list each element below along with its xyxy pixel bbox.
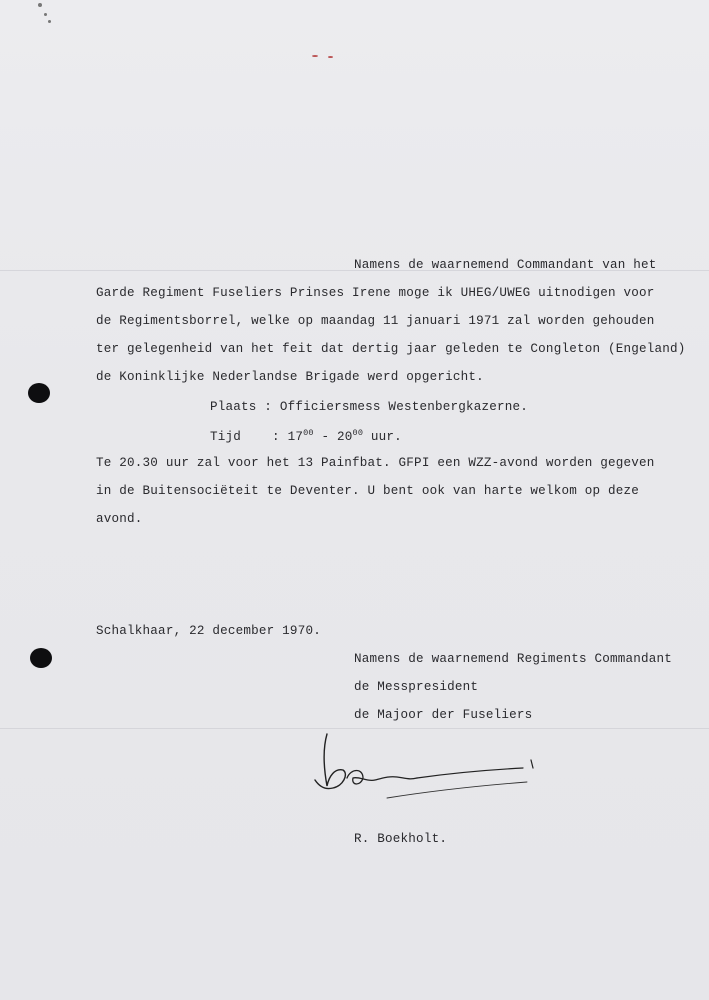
- body-line-2: de Regimentsborrel, welke op maandag 11 januari 1971 zal worden gehouden: [96, 314, 655, 328]
- paper-speck: [44, 13, 47, 16]
- signoff-line-3: de Majoor der Fuseliers: [354, 708, 533, 722]
- paper-speck: [38, 3, 42, 7]
- place-label: Plaats: [210, 400, 257, 414]
- time-dash: -: [321, 430, 330, 444]
- evening-line-3: avond.: [96, 512, 143, 526]
- body-line-1: Garde Regiment Fuseliers Prinses Irene moge ik UHEG/UWEG uitnodigen voor: [96, 286, 655, 300]
- place-row: Plaats : Officiersmess Westenbergkazerne.: [210, 400, 529, 414]
- punch-hole-top: [28, 383, 50, 403]
- time-row: Tijd : $17^{00} - 20^{00}$ uur.: [210, 428, 402, 444]
- evening-line-2: in de Buitensociëteit te Deventer. U bent ook van harte welkom op deze: [96, 484, 640, 498]
- signer-name: R. Boekholt.: [354, 832, 448, 846]
- body-line-3: ter gelegenheid van het feit dat dertig jaar geleden te Congleton (Engeland): [96, 342, 686, 356]
- time-start-minutes: 00: [303, 428, 314, 438]
- paper-speck: [48, 20, 51, 23]
- time-unit: uur.: [370, 430, 402, 444]
- place-date: Schalkhaar, 22 december 1970.: [96, 624, 321, 638]
- paper-speck: [328, 56, 333, 58]
- evening-line-1: Te 20.30 uur zal voor het 13 Painfbat. GFPI een WZZ-avond worden gegeven: [96, 456, 655, 470]
- place-value: Officiersmess Westenbergkazerne.: [279, 400, 529, 414]
- time-end: 20: [337, 430, 353, 444]
- punch-hole-bottom: [30, 648, 52, 668]
- paper-speck: [312, 55, 318, 57]
- handwritten-signature: [305, 728, 545, 808]
- time-end-minutes: 00: [352, 428, 364, 438]
- greeting-line: Namens de waarnemend Commandant van het: [354, 258, 657, 272]
- time-label: Tijd: [210, 430, 242, 444]
- signoff-line-2: de Messpresident: [354, 680, 479, 694]
- signoff-line-1: Namens de waarnemend Regiments Commandant: [354, 652, 673, 666]
- time-start: 17: [287, 430, 304, 444]
- body-line-4: de Koninklijke Nederlandse Brigade werd opgericht.: [96, 370, 484, 384]
